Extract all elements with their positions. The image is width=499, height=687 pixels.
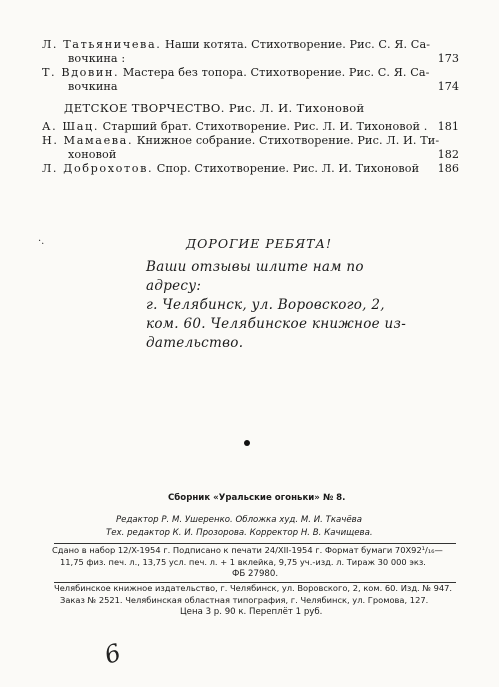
toc-entry-4-cont: хоновой <box>68 148 117 161</box>
series-line: Сборник «Уральские огоньки» № 8. <box>168 493 346 503</box>
toc-section-heading: ДЕТСКОЕ ТВОРЧЕСТВО. Рис. Л. И. Тихоновой <box>64 101 365 115</box>
toc-title: Книжное собрание. Стихотворение. Рис. Л. И. Ти- <box>133 134 440 147</box>
toc-title: Мастера без топора. Стихотворение. Рис. С. Я. Са- <box>119 66 430 79</box>
appeal-line-5: дательство. <box>146 335 244 351</box>
toc-author: А. Шац. <box>42 120 99 133</box>
toc-page-3: 181 <box>437 120 459 133</box>
print-line-3: ФБ 27980. <box>232 569 279 579</box>
editors-line-1: Редактор Р. М. Ушеренко. Обложка худ. М. И. Ткачёва <box>116 515 362 525</box>
toc-entry-1 <box>42 38 430 51</box>
toc-entry-2 <box>42 66 430 79</box>
toc-title: Старший брат. Стихотворение. Рис. Л. И. Тихоновой . <box>98 120 428 133</box>
toc-page-5: 186 <box>437 162 459 175</box>
divider <box>54 543 456 544</box>
toc-entry-2-cont: вочкина <box>68 80 118 93</box>
toc-title: Наши котята. Стихотворение. Рис. С. Я. Са- <box>161 38 431 51</box>
editors-line-2: Тех. редактор К. И. Прозорова. Корректор Н. В. Качищева. <box>106 528 373 538</box>
toc-page-4: 182 <box>437 148 459 161</box>
toc-author: Л. Татьяничева. <box>42 38 162 51</box>
toc-page-2: 174 <box>437 80 459 93</box>
toc-author: Н. Мамаева. <box>42 134 134 147</box>
toc-entry-1-cont: вочкина : <box>68 52 126 65</box>
toc-author: Т. Вдовин. <box>42 66 120 79</box>
appeal-line-3: г. Челябинск, ул. Воровского, 2, <box>146 297 385 313</box>
ink-speck <box>244 440 250 446</box>
print-line-1: Сдано в набор 12/X-1954 г. Подписано к печати 24/XII-1954 г. Формат бумаги 70X92¹/₁₆— <box>52 545 443 555</box>
toc-entry-5 <box>42 162 419 175</box>
toc-title: Спор. Стихотворение. Рис. Л. И. Тихоновой <box>153 162 420 175</box>
publisher-line-1: Челябинское книжное издательство, г. Челябинск, ул. Воровского, 2, ком. 60. Изд. № 947. <box>54 583 453 593</box>
appeal-line-4: ком. 60. Челябинское книжное из- <box>146 316 407 332</box>
print-line-2: 11,75 физ. печ. л., 13,75 усл. печ. л. + 1 вклейка, 9,75 уч.-изд. л. Тираж 30 000 экз. <box>60 557 426 567</box>
stray-mark: ·. <box>38 236 45 247</box>
toc-page-1: 173 <box>437 52 459 65</box>
appeal-title: ДОРОГИЕ РЕБЯТА! <box>186 236 332 251</box>
toc-entry-3 <box>42 120 427 133</box>
publisher-line-3: Цена 3 р. 90 к. Переплёт 1 руб. <box>180 607 323 617</box>
appeal-line-1: Ваши отзывы шлите нам по <box>146 259 364 275</box>
handwritten-number: 6 <box>101 638 125 670</box>
publisher-line-2: Заказ № 2521. Челябинская областная типография, г. Челябинск, ул. Громова, 127. <box>60 595 429 605</box>
toc-author: Л. Доброхотов. <box>42 162 154 175</box>
appeal-line-2: адресу: <box>146 278 202 294</box>
toc-entry-4 <box>42 134 439 147</box>
